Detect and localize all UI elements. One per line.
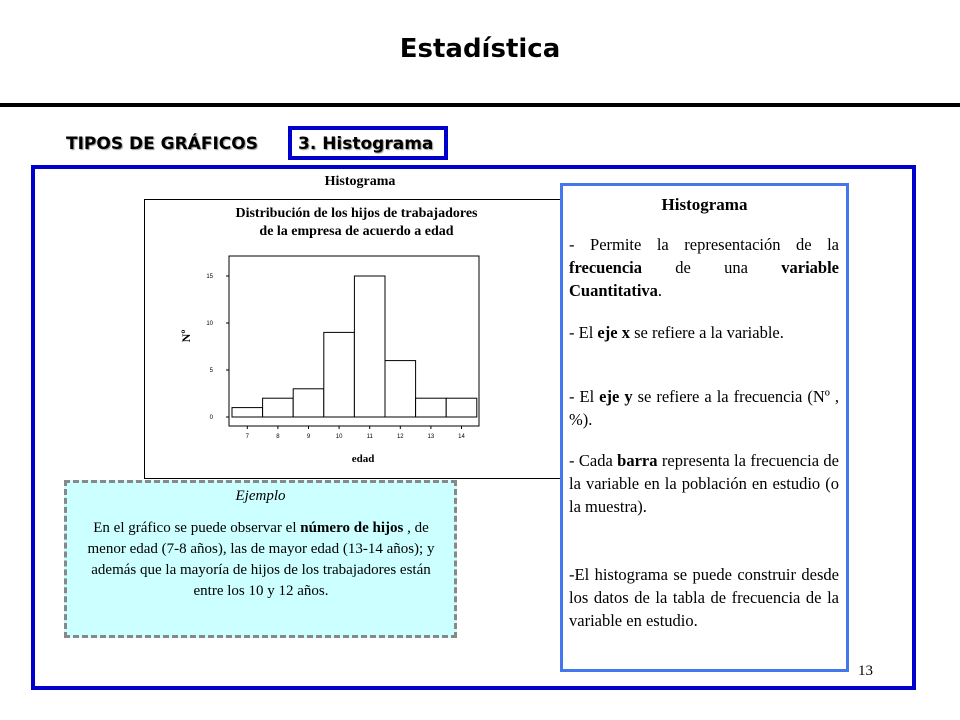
- info-bullet-3: [569, 385, 839, 431]
- text-run: -El histograma se puede construir desde los datos de la tabla de frecuencia de la variable en estudio.: [569, 565, 839, 630]
- text-run: eje x: [597, 323, 630, 342]
- x-tick-label: 10: [335, 434, 343, 440]
- text-run: de una: [642, 258, 782, 277]
- histogram-bar: [354, 276, 385, 417]
- histogram-bar: [263, 398, 294, 417]
- histogram-chart: [144, 199, 569, 479]
- x-tick-label: 7: [245, 434, 249, 440]
- page-number: 13: [858, 663, 873, 679]
- histogram-bar: [293, 389, 324, 417]
- text-run: , de menor edad (7-8 años), las de mayor edad (13-14 años); y además que la mayoría de hijos de los trabajadores están entre los 10 y 12 años.: [87, 520, 435, 599]
- y-tick-label: 0: [209, 415, 213, 421]
- y-axis-ticks: [206, 274, 229, 421]
- text-run: se refiere a la variable.: [629, 323, 784, 342]
- title-divider: [0, 103, 960, 107]
- y-tick-label: 15: [206, 274, 213, 280]
- x-tick-label: 13: [427, 434, 435, 440]
- y-tick-label: 5: [209, 368, 213, 374]
- text-run: eje y: [599, 387, 633, 406]
- x-axis-label: edad: [351, 453, 375, 465]
- y-tick-label: 10: [206, 321, 213, 327]
- info-bullet-5: [569, 563, 839, 632]
- x-tick-label: 11: [366, 434, 373, 440]
- y-axis-label: Nº: [179, 329, 193, 343]
- text-run: - El: [569, 323, 598, 342]
- histogram-bar: [416, 398, 447, 417]
- example-label: Ejemplo: [235, 488, 286, 504]
- chart-title-line-2: de la empresa de acuerdo a edad: [259, 224, 454, 239]
- text-run: representa la frecuencia de la variable en la población en estudio (o la muestra).: [569, 451, 839, 516]
- info-bullet-2: [569, 321, 839, 344]
- page-title: Estadística: [399, 34, 561, 64]
- x-tick-label: 8: [276, 434, 280, 440]
- x-tick-label: 12: [396, 434, 404, 440]
- section-label: TIPOS DE GRÁFICOS: [66, 134, 258, 154]
- text-run: En el gráfico se puede observar el: [93, 520, 301, 536]
- text-run: - El: [569, 387, 600, 406]
- info-title: Histograma: [661, 195, 748, 214]
- chart-header: Histograma: [324, 174, 396, 189]
- text-run: variable Cuantitativa: [569, 258, 839, 300]
- info-bullet-4: [569, 449, 839, 518]
- example-text: [78, 518, 444, 602]
- x-axis-ticks: [246, 426, 466, 440]
- histogram-bars: [232, 276, 477, 417]
- info-bullet-1: [569, 233, 839, 302]
- text-run: - Permite la representación de la: [569, 235, 839, 254]
- text-run: frecuencia: [569, 258, 643, 277]
- text-run: se refiere a la frecuencia (Nº , %).: [569, 387, 839, 429]
- histogram-bar: [324, 332, 355, 417]
- chart-title-line-1: Distribución de los hijos de trabajadores: [235, 206, 478, 221]
- x-tick-label: 14: [458, 434, 465, 440]
- text-run: - Cada: [569, 451, 618, 470]
- histogram-bar: [232, 408, 263, 417]
- text-run: .: [657, 281, 663, 300]
- section-tab-label: 3. Histograma: [298, 134, 434, 154]
- text-run: barra: [617, 451, 658, 470]
- x-tick-label: 9: [306, 434, 311, 440]
- histogram-bar: [385, 361, 416, 417]
- text-run: número de hijos: [300, 520, 404, 536]
- histogram-bar: [446, 398, 477, 417]
